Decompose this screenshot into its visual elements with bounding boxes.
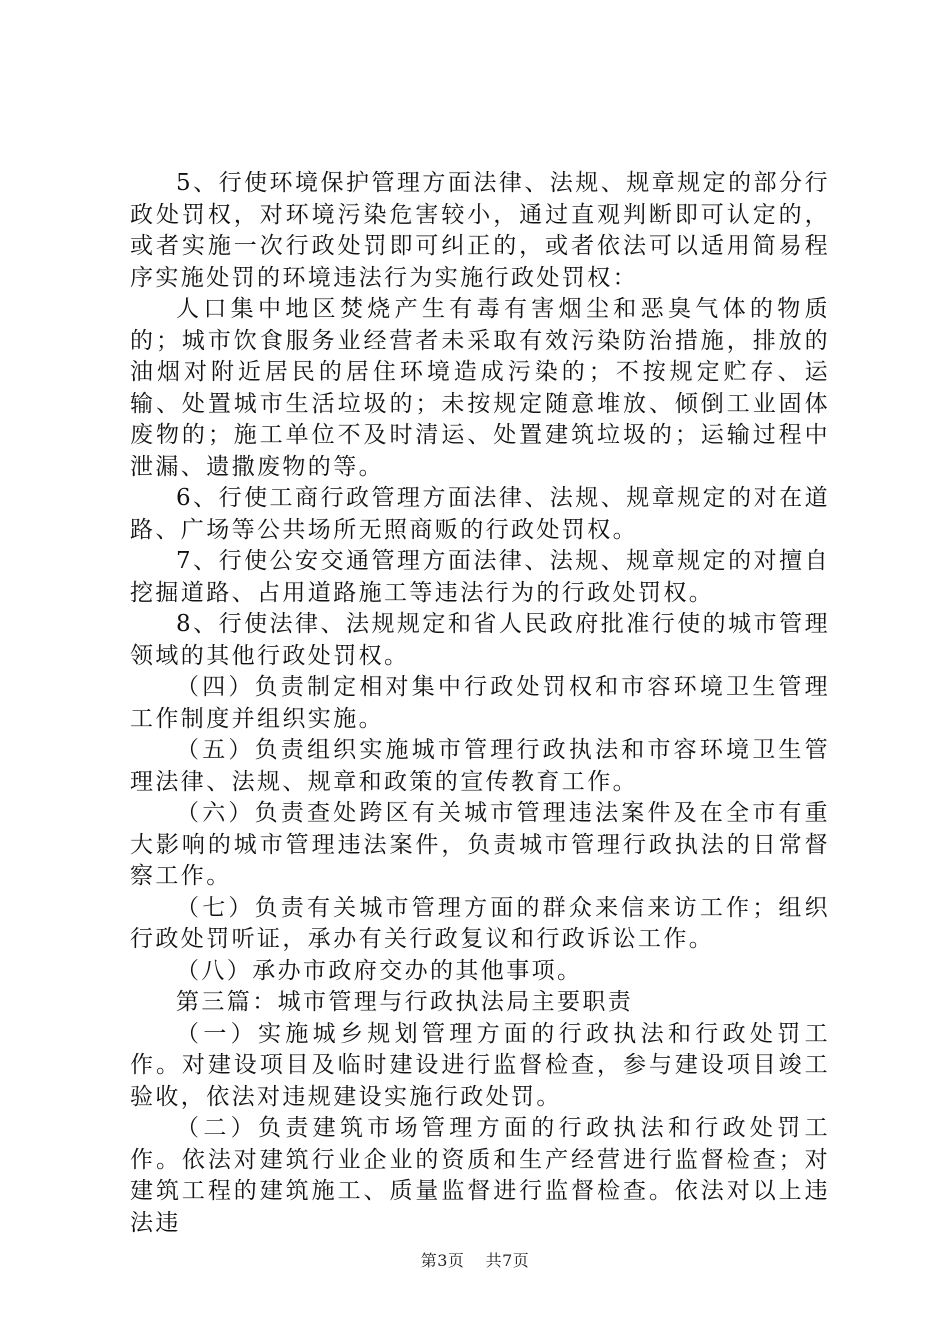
page-footer — [0, 1248, 950, 1271]
paragraph-item-5: 5、行使环境保护管理方面法律、法规、规章规定的部分行政处罚权，对环境污染危害较小，通过直观判断即可认定的，或者实施一次行政处罚即可纠正的，或者依法可以适用简易程序实施处罚的环境违法行为实施行政处罚权： — [130, 170, 830, 291]
paragraph-pollution-list: 人口集中地区焚烧产生有毒有害烟尘和恶臭气体的物质的；城市饮食服务业经营者未采取有效污染防治措施，排放的油烟对附近居民的居住环境造成污染的；不按规定贮存、运输、处置城市生活垃圾的；未按规定随意堆放、倾倒工业固体废物的；施工单位不及时清运、处置建筑垃圾的；运输过程中泄漏、遗撒废物的等。 — [130, 296, 830, 480]
paragraph-section-4: （四）负责制定相对集中行政处罚权和市容环境卫生管理工作制度并组织实施。 — [130, 674, 830, 732]
paragraph-section-6: （六）负责查处跨区有关城市管理违法案件及在全市有重大影响的城市管理违法案件，负责城市管理行政执法的日常督察工作。 — [130, 800, 830, 889]
paragraph-section-7: （七）负责有关城市管理方面的群众来信来访工作；组织行政处罚听证，承办有关行政复议和行政诉讼工作。 — [130, 894, 830, 952]
paragraph-duty-1: （一）实施城乡规划管理方面的行政执法和行政处罚工作。对建设项目及临时建设进行监督检查，参与建设项目竣工验收，依法对违规建设实施行政处罚。 — [130, 1020, 830, 1110]
page-number: 第3页 — [420, 1251, 465, 1270]
paragraph-item-6: 6、行使工商行政管理方面法律、法规、规章规定的对在道路、广场等公共场所无照商贩的行政处罚权。 — [130, 485, 830, 543]
paragraph-section-5: （五）负责组织实施城市管理行政执法和市容环境卫生管理法律、法规、规章和政策的宣传教育工作。 — [130, 737, 830, 795]
chapter-heading: 第三篇：城市管理与行政执法局主要职责 — [176, 989, 634, 1015]
paragraph-duty-2: （二）负责建筑市场管理方面的行政执法和行政处罚工作。依法对建筑行业企业的资质和生产经营进行监督检查；对建筑工程的建筑施工、质量监督进行监督检查。依法对以上违法违 — [130, 1115, 830, 1236]
paragraph-section-8: （八）承办市政府交办的其他事项。 — [176, 957, 583, 984]
paragraph-item-8: 8、行使法律、法规规定和省人民政府批准行使的城市管理领域的其他行政处罚权。 — [130, 611, 830, 669]
paragraph-item-7: 7、行使公安交通管理方面法律、法规、规章规定的对擅自挖掘道路、占用道路施工等违法行为的行政处罚权。 — [130, 548, 830, 606]
document-body — [130, 168, 830, 1239]
page-total: 共7页 — [485, 1251, 530, 1270]
